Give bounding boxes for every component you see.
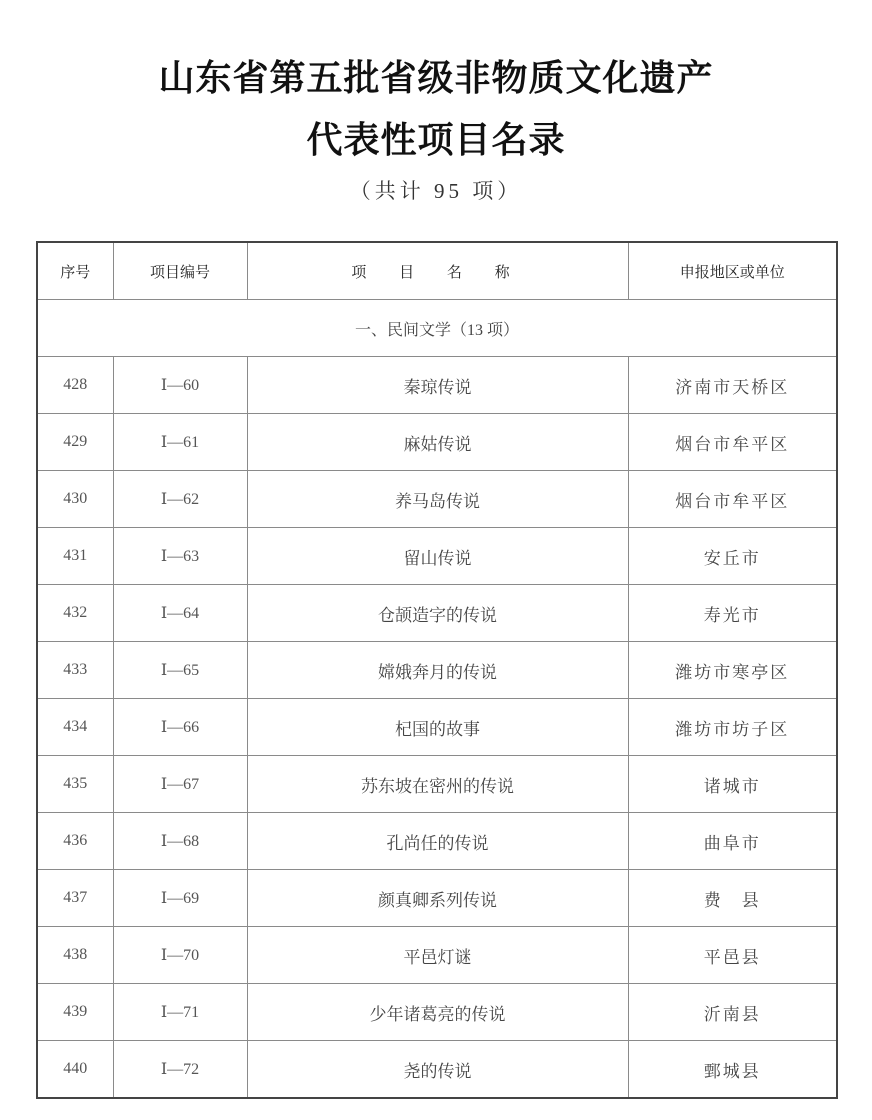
cell-name: 嫦娥奔月的传说 [247,642,628,699]
cell-name: 孔尚任的传说 [247,813,628,870]
cell-region [628,756,837,813]
cell-code: Ⅰ—62 [113,471,247,528]
cell-name: 颜真卿系列传说 [247,870,628,927]
cell-region [628,528,837,585]
section-row [37,300,837,357]
cell-seq: 433 [37,642,113,699]
table-row [37,984,837,1041]
cell-name: 杞国的故事 [247,699,628,756]
table-row [37,1041,837,1099]
cell-code: Ⅰ—66 [113,699,247,756]
cell-region [628,414,837,471]
cell-code: Ⅰ—70 [113,927,247,984]
header-region [628,242,837,300]
table-row [37,870,837,927]
table-row [37,699,837,756]
cell-region [628,927,837,984]
cell-seq: 435 [37,756,113,813]
cell-code: Ⅰ—61 [113,414,247,471]
cell-region-text: 寿光市 [703,605,761,625]
cell-seq: 434 [37,699,113,756]
cell-code: Ⅰ—64 [113,585,247,642]
cell-region [628,642,837,699]
cell-region [628,471,837,528]
table-row [37,927,837,984]
cell-region [628,585,837,642]
cell-seq: 440 [37,1041,113,1099]
cell-seq: 432 [37,585,113,642]
cell-seq: 439 [37,984,113,1041]
table-row [37,756,837,813]
cell-region [628,984,837,1041]
cell-region-text: 安丘市 [703,548,761,568]
cell-region [628,357,837,414]
cell-region-text: 潍坊市坊子区 [675,719,790,739]
cell-code: Ⅰ—63 [113,528,247,585]
document-title-line2: 代表性项目名录 [306,119,566,161]
cell-region [628,870,837,927]
cell-seq: 429 [37,414,113,471]
cell-code: Ⅰ—60 [113,357,247,414]
table-row [37,414,837,471]
cell-region-text: 烟台市牟平区 [675,434,790,454]
cell-name: 少年诸葛亮的传说 [247,984,628,1041]
cell-code: Ⅰ—72 [113,1041,247,1099]
cell-region-text: 沂南县 [703,1004,761,1024]
document-subtitle-count: （共计 95 项） [349,179,523,203]
cell-name: 尧的传说 [247,1041,628,1099]
cell-region-text: 潍坊市寒亭区 [675,662,790,682]
header-name-label: 项 目 名 称 [351,262,524,281]
cell-name: 平邑灯谜 [247,927,628,984]
header-name [247,242,628,300]
cell-seq: 428 [37,357,113,414]
table-row [37,528,837,585]
table-row [37,642,837,699]
cell-code: Ⅰ—69 [113,870,247,927]
cell-region-text: 烟台市牟平区 [675,491,790,511]
cell-region [628,699,837,756]
section-title: 一、民间文学（13 项） [37,300,837,357]
header-code-label: 项目编号 [149,262,210,281]
table-row [37,585,837,642]
cell-region-text: 济南市天桥区 [675,377,790,397]
cell-name: 麻姑传说 [247,414,628,471]
cell-code: Ⅰ—68 [113,813,247,870]
header-code [113,242,247,300]
table-row [37,357,837,414]
cell-name: 秦琼传说 [247,357,628,414]
table-header-row [37,242,837,300]
table-row [37,471,837,528]
cell-region [628,813,837,870]
header-seq-label: 序号 [60,262,91,281]
cell-code: Ⅰ—71 [113,984,247,1041]
document-title-line1: 山东省第五批省级非物质文化遗产 [158,57,714,99]
header-region-label: 申报地区或单位 [679,262,785,281]
cell-code: Ⅰ—65 [113,642,247,699]
cell-seq: 431 [37,528,113,585]
cell-name: 苏东坡在密州的传说 [247,756,628,813]
cell-seq: 437 [37,870,113,927]
table-row [37,813,837,870]
cell-name: 养马岛传说 [247,471,628,528]
cell-region [628,1041,837,1099]
cell-seq: 438 [37,927,113,984]
cell-name: 留山传说 [247,528,628,585]
heritage-project-table [36,241,838,1099]
cell-seq: 436 [37,813,113,870]
header-seq [37,242,113,300]
cell-name: 仓颉造字的传说 [247,585,628,642]
cell-region-text: 曲阜市 [703,833,761,853]
cell-region-text: 费 县 [703,890,761,910]
cell-code: Ⅰ—67 [113,756,247,813]
cell-seq: 430 [37,471,113,528]
cell-region-text: 诸城市 [703,776,761,796]
cell-region-text: 平邑县 [703,947,761,967]
cell-region-text: 鄄城县 [703,1061,761,1081]
